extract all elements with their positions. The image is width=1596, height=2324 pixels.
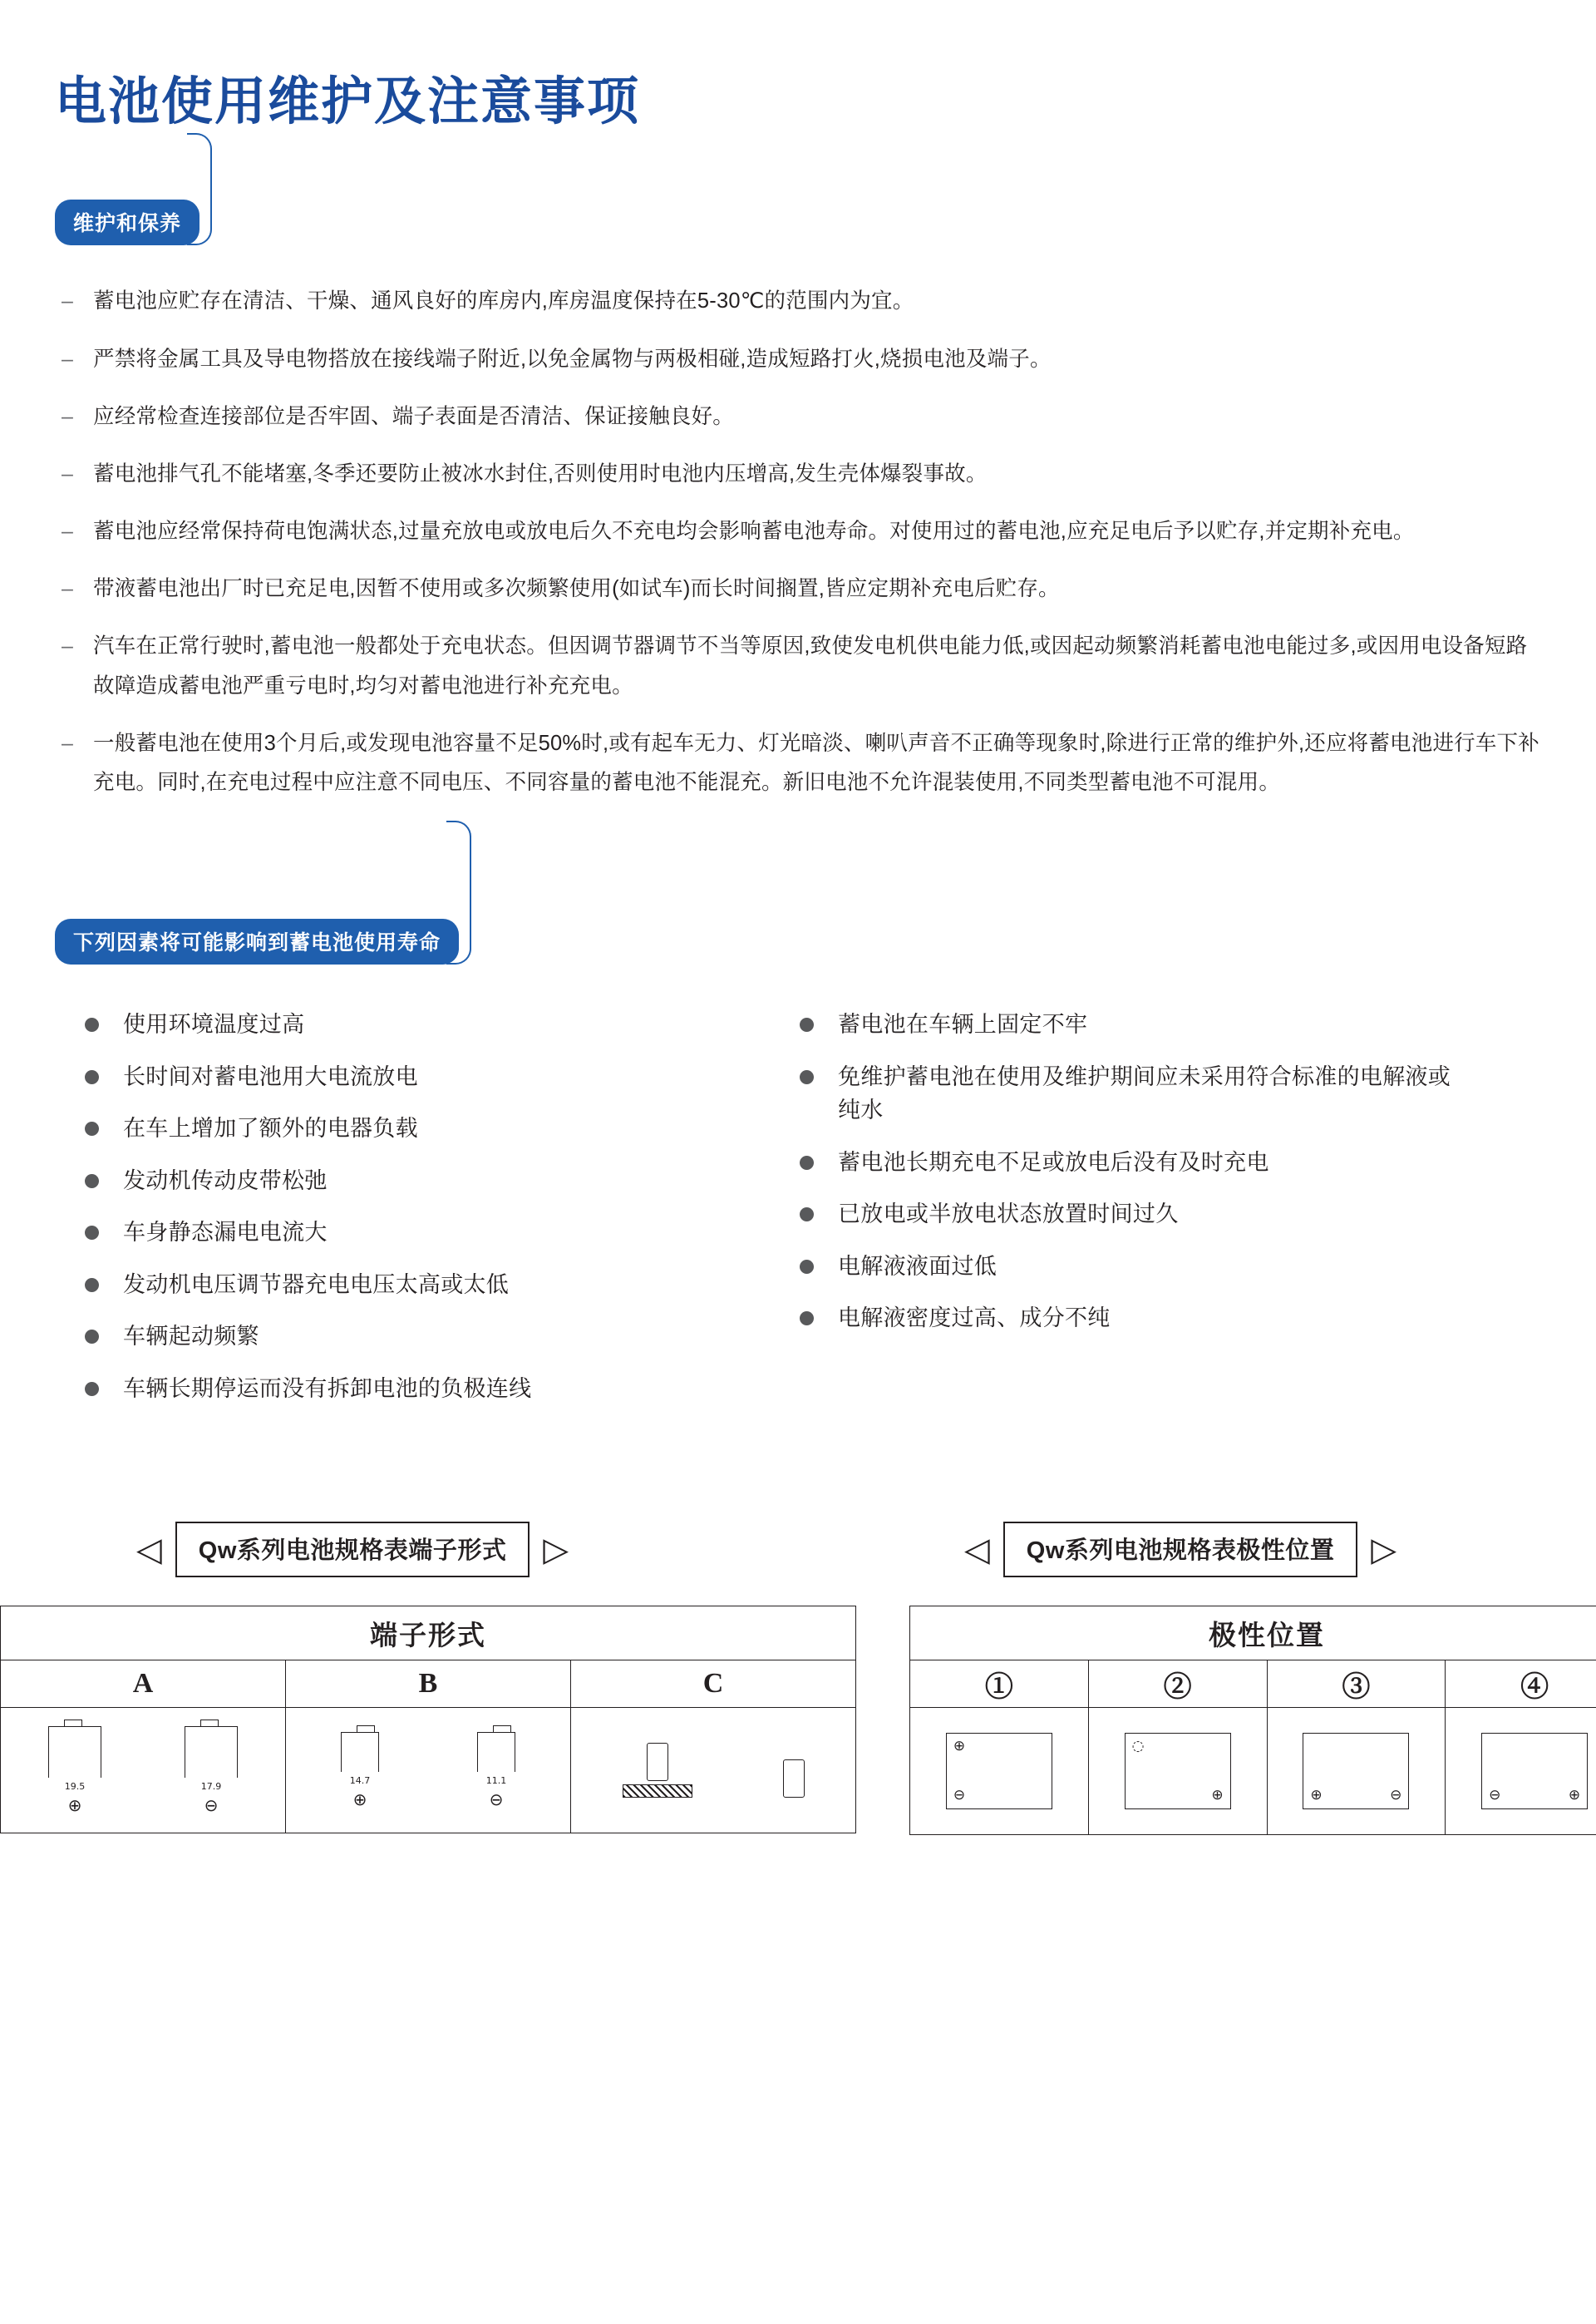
positive-symbol-icon: ⊕: [352, 1789, 367, 1809]
dash-icon: –: [62, 634, 71, 659]
list-item-text: 电解液密度过高、成分不纯: [838, 1305, 1111, 1331]
battery-diagram: [1125, 1733, 1231, 1809]
bullet-icon: [85, 1174, 99, 1188]
list-item: [85, 1112, 750, 1146]
polarity-bottom-left-symbol: ⊕: [1310, 1787, 1323, 1804]
bullet-icon: [85, 1278, 99, 1292]
list-item-text: 车辆起动频繁: [123, 1324, 259, 1349]
list-item-text: 车辆长期停运而没有拆卸电池的负极连线: [123, 1375, 532, 1401]
polarity-caption-block: [918, 1522, 1396, 1577]
terminal-caption-block: [96, 1522, 918, 1577]
battery-diagram: [1303, 1733, 1409, 1809]
dash-icon: –: [62, 404, 71, 428]
terminal-table-header: 端子形式: [1, 1606, 856, 1660]
bullet-icon: [800, 1018, 814, 1032]
list-item-text: 蓄电池排气孔不能堵塞,冬季还要防止被冰水封住,否则使用时电池内压增高,发生壳体爆裂事故。: [93, 461, 988, 486]
polarity-top-left-symbol: ◌: [1131, 1738, 1145, 1755]
battery-diagram: [946, 1733, 1052, 1809]
list-item: [800, 1060, 1465, 1127]
terminal-figure: [783, 1759, 805, 1798]
maintenance-section-tag-wrap: [55, 133, 200, 245]
left-arrow-icon: ◁: [964, 1530, 990, 1569]
page-title: 电池使用维护及注意事项: [55, 73, 641, 131]
polarity-top-left-symbol: ⊕: [953, 1738, 966, 1755]
polarity-table-caption: Qw系列电池规格表极性位置: [1003, 1522, 1358, 1577]
terminal-shape-icon: [185, 1726, 238, 1778]
terminal-shape-icon: [477, 1732, 515, 1772]
battery-diagram: [1481, 1733, 1588, 1809]
bullet-icon: [85, 1018, 99, 1032]
list-item: [85, 1320, 750, 1354]
polarity-col-3: ③: [1267, 1660, 1446, 1708]
list-item-text: 车身静态漏电电流大: [123, 1220, 328, 1246]
terminal-figure: [48, 1726, 101, 1815]
terminal-col-c: C: [571, 1660, 856, 1708]
terminal-cell-b: [286, 1708, 571, 1833]
list-item-text: 电解液液面过低: [838, 1253, 998, 1279]
terminal-figure: [477, 1732, 515, 1809]
list-item: [55, 570, 1541, 609]
list-item-text: 长时间对蓄电池用大电流放电: [123, 1063, 418, 1089]
bullet-icon: [85, 1226, 99, 1240]
terminal-figure-group-b: [287, 1732, 569, 1809]
polarity-bottom-left-symbol: ⊖: [1489, 1787, 1501, 1804]
dash-icon: –: [62, 731, 71, 755]
factors-section-tag: 下列因素将可能影响到蓄电池使用寿命: [55, 919, 459, 965]
factors-right-column: [750, 1008, 1465, 1424]
polarity-table-wrap: [909, 1606, 1596, 1835]
list-item: [55, 397, 1541, 437]
list-item: [85, 1060, 750, 1094]
factors-right-list: [800, 1008, 1465, 1335]
list-item-text: 汽车在正常行驶时,蓄电池一般都处于充电状态。但因调节器调节不当等原因,致使发电机供电能力低,或因起动频繁消耗蓄电池电能过多,或因用电设备短路故障造成蓄电池严重亏电时,均匀对蓄电池进行补充充电。: [93, 634, 1528, 698]
list-item-text: 在车上增加了额外的电器负载: [123, 1116, 418, 1142]
list-item: [800, 1250, 1465, 1284]
dash-icon: –: [62, 347, 71, 371]
polarity-cell-4: [1446, 1708, 1596, 1835]
list-item: [55, 627, 1541, 705]
list-item: [85, 1008, 750, 1042]
list-item-text: 蓄电池长期充电不足或放电后没有及时充电: [838, 1149, 1269, 1175]
list-item: [85, 1268, 750, 1302]
terminal-figure-group-a: [2, 1726, 284, 1815]
dash-icon: –: [62, 461, 71, 486]
bullet-icon: [85, 1070, 99, 1084]
terminal-dim: 14.7: [349, 1774, 371, 1786]
terminal-plate-icon: [623, 1784, 692, 1798]
terminal-shape-icon: [783, 1759, 805, 1798]
polarity-bottom-left-symbol: ⊖: [953, 1787, 966, 1804]
terminal-table-caption: Qw系列电池规格表端子形式: [175, 1522, 530, 1577]
list-item-text: 使用环境温度过高: [123, 1012, 305, 1038]
bullet-icon: [85, 1382, 99, 1396]
bullet-icon: [85, 1122, 99, 1136]
dash-icon: –: [62, 577, 71, 601]
bullet-icon: [800, 1207, 814, 1221]
list-item: [55, 512, 1541, 551]
polarity-col-1: ①: [910, 1660, 1089, 1708]
polarity-cell-3: [1267, 1708, 1446, 1835]
terminal-figure: [185, 1726, 238, 1815]
right-arrow-icon: ▷: [543, 1530, 569, 1569]
terminal-dim: 11.1: [485, 1774, 507, 1786]
list-item-text: 免维护蓄电池在使用及维护期间应未采用符合标准的电解液或纯水: [838, 1063, 1451, 1123]
list-item-text: 蓄电池应经常保持荷电饱满状态,过量充放电或放电后久不充电均会影响蓄电池寿命。对使用过的蓄电池,应充足电后予以贮存,并定期补充电。: [93, 520, 1415, 544]
list-item: [85, 1372, 750, 1406]
list-item: [55, 282, 1541, 321]
terminal-figure: [341, 1732, 379, 1809]
terminal-dim: 17.9: [200, 1780, 222, 1792]
terminal-col-b: B: [286, 1660, 571, 1708]
polarity-bottom-right-symbol: ⊖: [1390, 1787, 1402, 1804]
list-item-text: 严禁将金属工具及导电物搭放在接线端子附近,以免金属物与两极相碰,造成短路打火,烧损电池及端子。: [93, 347, 1052, 371]
list-item: [55, 455, 1541, 494]
factors-left-list: [85, 1008, 750, 1405]
terminal-col-a: A: [1, 1660, 286, 1708]
terminal-cell-c: [571, 1708, 856, 1833]
list-item: [800, 1146, 1465, 1180]
bullet-icon: [800, 1070, 814, 1084]
polarity-cell-1: [910, 1708, 1089, 1835]
polarity-table-header: 极性位置: [910, 1606, 1596, 1660]
list-item: [85, 1216, 750, 1250]
list-item: [800, 1301, 1465, 1335]
terminal-table: [0, 1606, 856, 1833]
polarity-cell-2: [1088, 1708, 1267, 1835]
dash-icon: –: [62, 520, 71, 544]
bullet-icon: [800, 1260, 814, 1274]
list-item-text: 蓄电池在车辆上固定不牢: [838, 1012, 1088, 1038]
bullet-icon: [85, 1330, 99, 1344]
terminal-shape-icon: [341, 1732, 379, 1772]
factors-columns: [55, 1008, 1541, 1424]
polarity-col-4: ④: [1446, 1660, 1596, 1708]
list-item: [55, 724, 1541, 802]
list-item-text: 发动机电压调节器充电电压太高或太低: [123, 1271, 510, 1297]
table-captions-row: [55, 1522, 1541, 1577]
tables-row: [55, 1606, 1581, 1835]
factors-section-tag-wrap: [55, 821, 459, 965]
bullet-icon: [800, 1311, 814, 1325]
terminal-figure-group-c: [572, 1743, 855, 1798]
list-item: [85, 1164, 750, 1198]
list-item: [800, 1197, 1465, 1231]
list-item-text: 蓄电池应贮存在清洁、干燥、通风良好的库房内,库房温度保持在5-30℃的范围内为宜。: [93, 289, 914, 313]
list-item-text: 带液蓄电池出厂时已充足电,因暂不使用或多次频繁使用(如试车)而长时间搁置,皆应定期补充电后贮存。: [93, 577, 1060, 601]
maintenance-section-tag: 维护和保养: [55, 200, 200, 245]
polarity-bottom-right-symbol: ⊕: [1211, 1787, 1224, 1804]
bullet-icon: [800, 1156, 814, 1170]
negative-symbol-icon: ⊖: [204, 1794, 219, 1815]
polarity-bottom-right-symbol: ⊕: [1568, 1787, 1581, 1804]
terminal-post-icon: [647, 1743, 668, 1781]
polarity-table: [909, 1606, 1596, 1835]
right-arrow-icon: ▷: [1371, 1530, 1397, 1569]
dash-icon: –: [62, 289, 71, 313]
terminal-table-wrap: [0, 1606, 856, 1833]
terminal-shape-icon: [48, 1726, 101, 1778]
terminal-dim: 19.5: [64, 1780, 86, 1792]
terminal-cell-a: [1, 1708, 286, 1833]
list-item-text: 已放电或半放电状态放置时间过久: [838, 1201, 1179, 1227]
list-item-text: 发动机传动皮带松弛: [123, 1167, 328, 1193]
terminal-figure: [623, 1743, 692, 1798]
positive-symbol-icon: ⊕: [67, 1794, 82, 1815]
list-item: [55, 340, 1541, 379]
list-item-text: 一般蓄电池在使用3个月后,或发现电池容量不足50%时,或有起车无力、灯光暗淡、喇叭声音不正确等现象时,除进行正常的维护外,还应将蓄电池进行车下补充电。同时,在充电过程中应注意不同电压、不同容量的蓄电池不能混充。新旧电池不允许混装使用,不同类型蓄电池不可混用。: [93, 731, 1539, 794]
factors-left-column: [85, 1008, 750, 1424]
list-item: [800, 1008, 1465, 1042]
list-item-text: 应经常检查连接部位是否牢固、端子表面是否清洁、保证接触良好。: [93, 404, 735, 428]
left-arrow-icon: ◁: [136, 1530, 162, 1569]
maintenance-list: [55, 282, 1541, 802]
negative-symbol-icon: ⊖: [489, 1789, 504, 1809]
polarity-col-2: ②: [1088, 1660, 1267, 1708]
